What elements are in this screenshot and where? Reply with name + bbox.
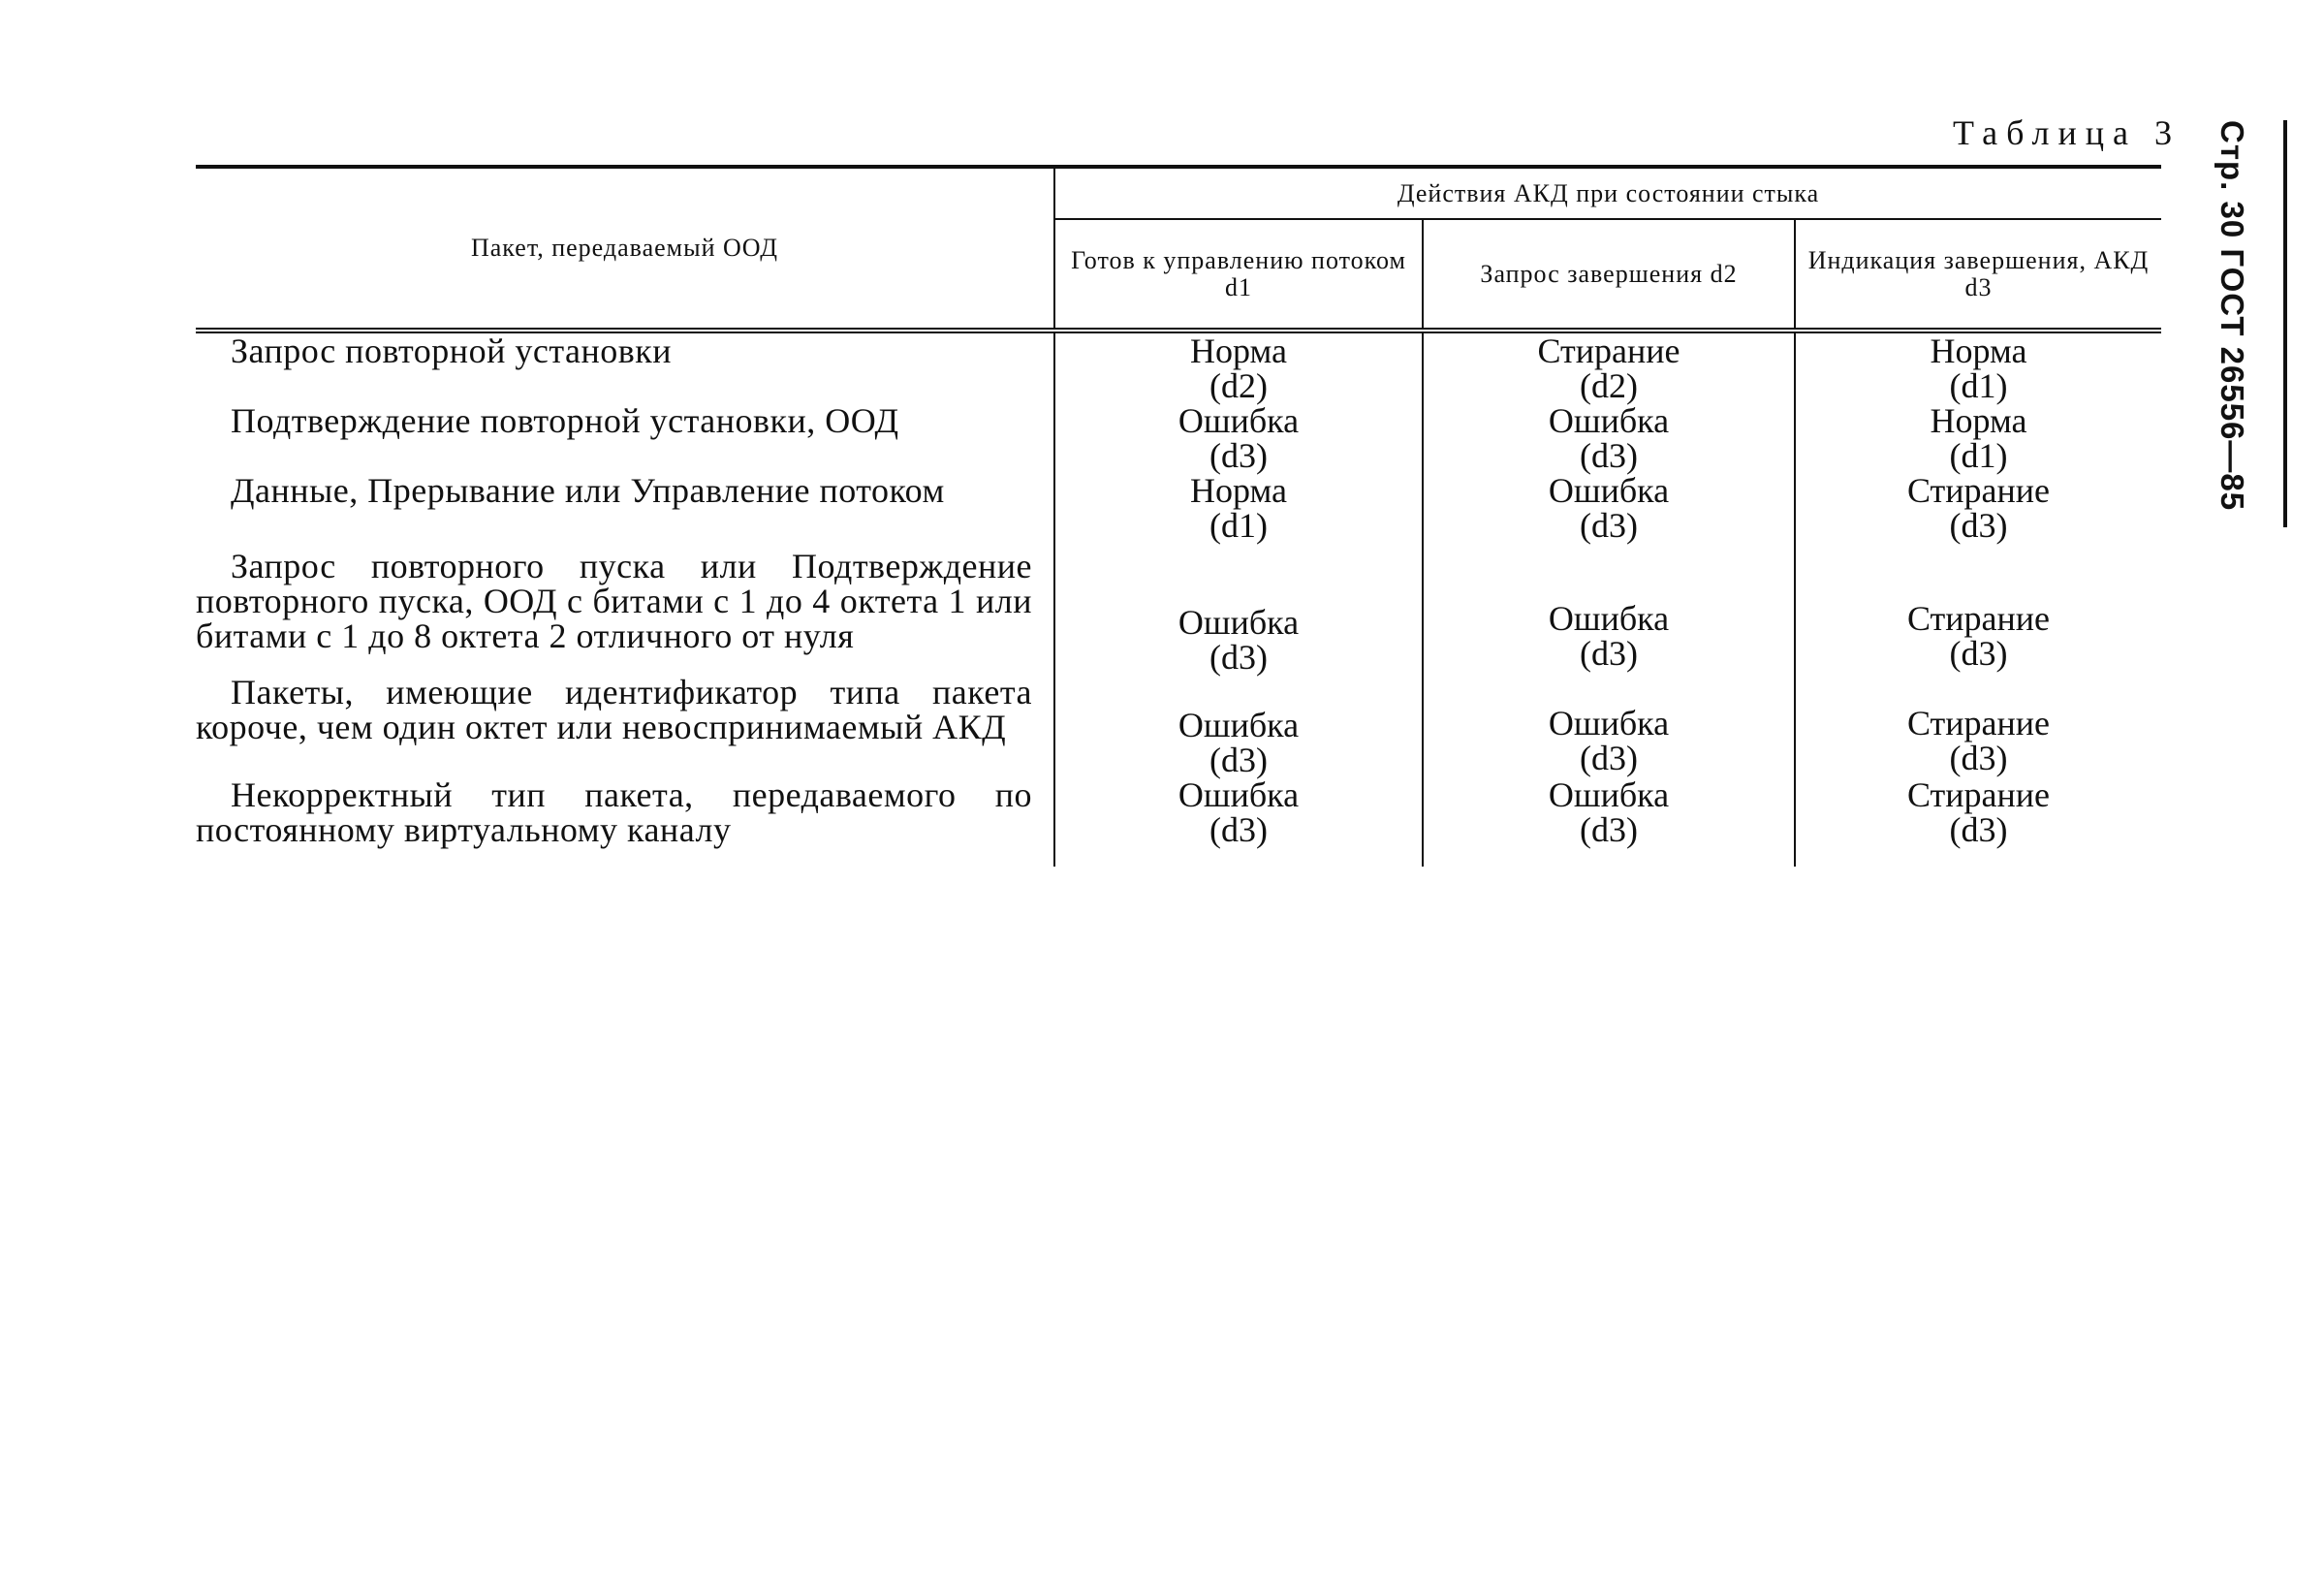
action-text: Норма bbox=[1930, 332, 2027, 370]
cell-d2 bbox=[1423, 543, 1795, 675]
packet-text: Запрос повторной установки bbox=[231, 332, 672, 370]
state-text: (d1) bbox=[1209, 506, 1268, 545]
action-text: Стирание bbox=[1906, 471, 2051, 510]
state-text: (d1) bbox=[1949, 366, 2008, 405]
packet-cell bbox=[196, 403, 1054, 473]
state-text: (d2) bbox=[1209, 366, 1268, 405]
action-text: Ошибка bbox=[1548, 599, 1670, 638]
cell-d1 bbox=[1054, 543, 1423, 675]
cell-d3 bbox=[1795, 473, 2161, 543]
action-text: Стирание bbox=[1906, 599, 2051, 638]
running-head bbox=[2206, 120, 2287, 527]
running-head-text: Стр. 30 ГОСТ 26556—85 bbox=[2214, 120, 2250, 512]
state-text: (d1) bbox=[1949, 436, 2008, 475]
cell-d1 bbox=[1054, 331, 1423, 403]
table-row bbox=[196, 543, 2161, 675]
action-text: Ошибка bbox=[1178, 775, 1300, 814]
action-text: Норма bbox=[1190, 332, 1287, 370]
cell-d3 bbox=[1795, 777, 2161, 867]
action-text: Ошибка bbox=[1548, 401, 1670, 440]
state-text: (d3) bbox=[1580, 506, 1638, 545]
table-row bbox=[196, 473, 2161, 543]
action-text: Норма bbox=[1930, 401, 2027, 440]
action-text: Ошибка bbox=[1548, 471, 1670, 510]
cell-d2 bbox=[1423, 473, 1795, 543]
action-text: Норма bbox=[1190, 471, 1287, 510]
state-text: (d3) bbox=[1209, 436, 1268, 475]
cell-d2 bbox=[1423, 403, 1795, 473]
state-text: (d3) bbox=[1949, 810, 2008, 849]
action-text: Стирание bbox=[1906, 775, 2051, 814]
cell-d3 bbox=[1795, 403, 2161, 473]
action-text: Ошибка bbox=[1548, 775, 1670, 814]
cell-d3 bbox=[1795, 543, 2161, 675]
column-header-d1: Готов к управлению потоком d1 bbox=[1054, 219, 1423, 331]
state-text: (d3) bbox=[1949, 739, 2008, 777]
packet-text: Некорректный тип пакета, передаваемого по постоянному виртуальному каналу bbox=[196, 775, 1032, 849]
state-text: (d3) bbox=[1209, 638, 1268, 677]
action-text: Ошибка bbox=[1178, 603, 1300, 642]
table-row bbox=[196, 403, 2161, 473]
cell-d1 bbox=[1054, 675, 1423, 777]
action-text: Стирание bbox=[1906, 704, 2051, 742]
action-text: Ошибка bbox=[1178, 706, 1300, 744]
state-text: (d3) bbox=[1209, 741, 1268, 779]
action-text: Ошибка bbox=[1178, 401, 1300, 440]
action-text: Стирание bbox=[1537, 332, 1680, 370]
cell-d3 bbox=[1795, 675, 2161, 777]
packet-cell bbox=[196, 473, 1054, 543]
table-row bbox=[196, 777, 2161, 867]
row-header: Пакет, передаваемый ООД bbox=[196, 167, 1054, 331]
table-row bbox=[196, 331, 2161, 403]
cell-d2 bbox=[1423, 777, 1795, 867]
state-text: (d3) bbox=[1580, 436, 1638, 475]
state-text: (d3) bbox=[1580, 739, 1638, 777]
packet-text: Запрос повторного пуска или Подтверждение повторного пуска, ООД с битами с 1 до 4 октета 1 или битами с 1 до 8 октета 2 отличного от нуля bbox=[196, 547, 1032, 655]
cell-d1 bbox=[1054, 403, 1423, 473]
state-text: (d2) bbox=[1580, 366, 1638, 405]
transition-table bbox=[196, 165, 2161, 867]
cell-d1 bbox=[1054, 777, 1423, 867]
packet-cell bbox=[196, 777, 1054, 867]
state-text: (d3) bbox=[1949, 634, 2008, 673]
column-header-d3: Индикация завершения, АКД d3 bbox=[1795, 219, 2161, 331]
packet-cell bbox=[196, 675, 1054, 777]
table-row bbox=[196, 675, 2161, 777]
cell-d1 bbox=[1054, 473, 1423, 543]
packet-text: Данные, Прерывание или Управление потоком bbox=[231, 471, 945, 510]
cell-d2 bbox=[1423, 675, 1795, 777]
packet-cell bbox=[196, 331, 1054, 403]
packet-cell bbox=[196, 543, 1054, 675]
state-text: (d3) bbox=[1580, 810, 1638, 849]
packet-text: Пакеты, имеющие идентификатор типа пакета короче, чем один октет или невоспринимаемый АКД bbox=[196, 673, 1032, 746]
action-text: Ошибка bbox=[1548, 704, 1670, 742]
state-text: (d3) bbox=[1580, 634, 1638, 673]
packet-text: Подтверждение повторной установки, ООД bbox=[231, 401, 899, 440]
state-text: (d3) bbox=[1209, 810, 1268, 849]
group-header: Действия АКД при состоянии стыка bbox=[1054, 167, 2161, 219]
table-caption: Таблица 3 bbox=[1953, 113, 2181, 152]
state-text: (d3) bbox=[1949, 506, 2008, 545]
cell-d2 bbox=[1423, 331, 1795, 403]
cell-d3 bbox=[1795, 331, 2161, 403]
column-header-d2: Запрос завершения d2 bbox=[1423, 219, 1795, 331]
